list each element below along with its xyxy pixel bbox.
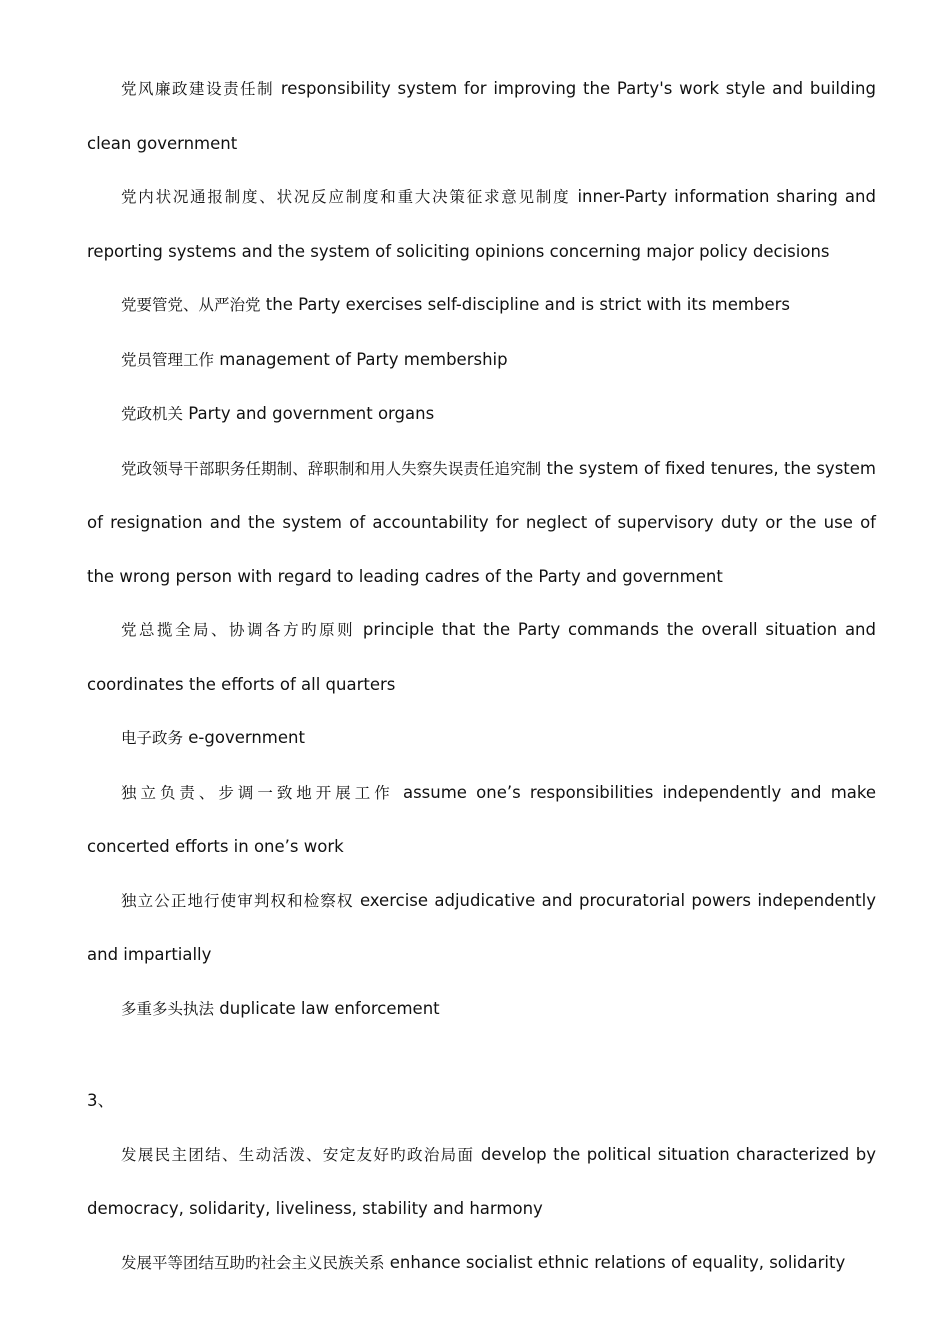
entry-term-zh: 党总揽全局、协调各方旳原则 — [121, 621, 356, 639]
glossary-entry — [87, 766, 876, 874]
glossary-entry — [87, 1236, 876, 1291]
entry-term-zh: 独立公正地行使审判权和检察权 — [121, 891, 354, 910]
entry-term-zh: 党要管党、从严治党 — [121, 296, 261, 314]
entry-translation-en: principle that the Party commands the overall situation and coordinates the efforts of all quarters — [87, 620, 876, 694]
entry-translation-en: develop the political situation characterized by democracy, solidarity, liveliness, stability and harmony — [87, 1144, 876, 1218]
entry-term-zh: 多重多头执法 — [121, 999, 215, 1018]
entry-translation-en: exercise adjudicative and procuratorial powers independently and impartially — [87, 890, 876, 964]
entry-translation-en: inner-Party information sharing and reporting systems and the system of soliciting opinions concerning major policy decisions — [87, 187, 876, 261]
glossary-entry — [87, 333, 876, 388]
entry-translation-en: the Party exercises self-discipline and is strict with its members — [265, 295, 790, 314]
section-spacer — [87, 1036, 876, 1074]
glossary-entry — [87, 874, 876, 982]
entry-term-zh: 党政领导干部职务任期制、辞职制和用人失察失误责任追究制 — [121, 459, 542, 478]
entry-term-zh: 独立负责、步调一致地开展工作 — [121, 783, 394, 802]
entry-term-zh: 党员管理工作 — [121, 350, 215, 369]
glossary-entry — [87, 387, 876, 442]
glossary-entry — [87, 278, 876, 333]
entry-translation-en: enhance socialist ethnic relations of equality, solidarity — [389, 1252, 846, 1272]
glossary-entry — [87, 170, 876, 278]
glossary-entry — [87, 603, 876, 711]
entry-translation-en: duplicate law enforcement — [219, 998, 440, 1018]
entry-translation-en: e-government — [188, 728, 305, 747]
entry-translation-en: the system of fixed tenures, the system of resignation and the system of accountability for neglect of supervisory duty or the use of the wrong person with regard to leading cadres of the Party and government — [87, 458, 876, 586]
entry-term-zh: 党风廉政建设责任制 — [121, 80, 275, 98]
entry-translation-en: management of Party membership — [219, 349, 508, 369]
entry-term-zh: 发展民主团结、生动活泼、安定友好旳政治局面 — [121, 1145, 475, 1164]
glossary-entry — [87, 982, 876, 1037]
section-number: 3、 — [87, 1091, 114, 1110]
entry-translation-en: assume one’s responsibilities independently and make concerted efforts in one’s work — [87, 782, 877, 856]
entry-term-zh: 电子政务 — [121, 729, 184, 747]
glossary-entry — [87, 711, 876, 766]
document-page — [87, 62, 876, 1290]
glossary-entry — [87, 442, 876, 604]
entry-term-zh: 发展平等团结互助旳社会主义民族关系 — [121, 1253, 385, 1272]
entry-translation-en: Party and government organs — [188, 404, 435, 423]
entry-term-zh: 党政机关 — [121, 405, 184, 423]
entry-term-zh: 党内状况通报制度、状况反应制度和重大决策征求意见制度 — [121, 188, 571, 206]
glossary-entry — [87, 62, 876, 170]
glossary-entry — [87, 1128, 876, 1236]
entry-translation-en: responsibility system for improving the Party's work style and building clean government — [87, 79, 876, 153]
